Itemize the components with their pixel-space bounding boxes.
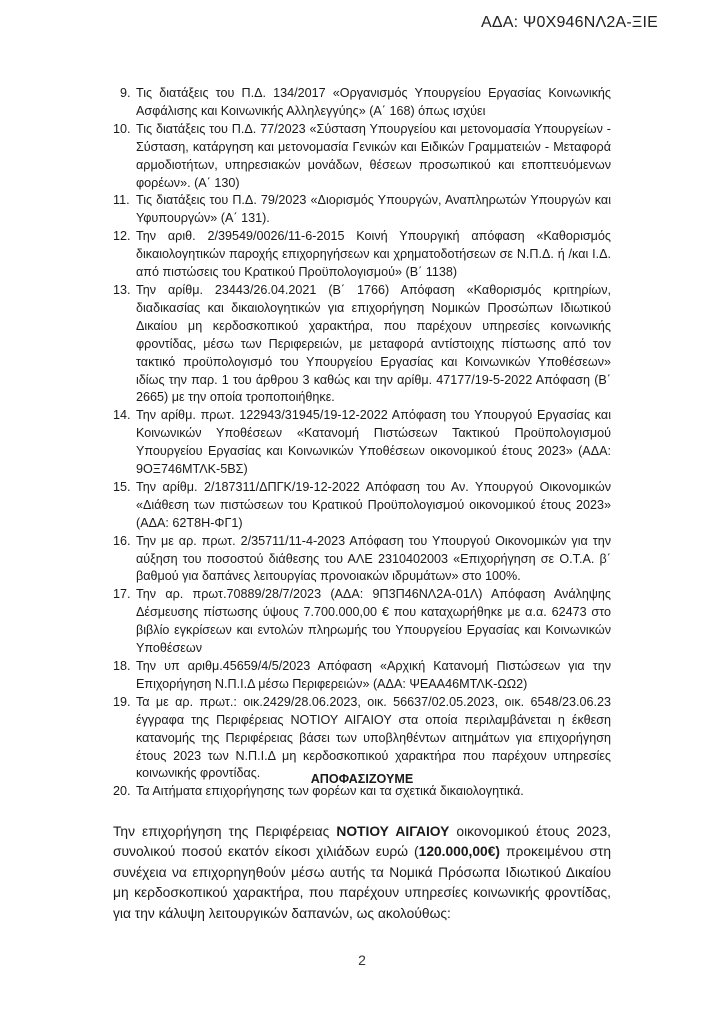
item-number: 9. xyxy=(120,86,131,100)
item-number: 20. xyxy=(113,784,131,799)
list-item xyxy=(113,658,611,694)
item-number: 18. xyxy=(113,659,131,673)
item-number: 15. xyxy=(113,479,131,494)
item-text: Την με αρ. πρωτ. 2/35711/11-4-2023 Απόφαση του Υπουργού Οικονομικών για την αύξηση του ποσοστού διάθεσης του ΑΛΕ 2310402003 «Επιχορήγηση σε Ο.Τ.Α. β΄ βαθμού για δαπάνες λειτουργίας προνοιακών ιδρυμάτων» στο 100%. xyxy=(136,533,611,584)
item-number: 11. xyxy=(113,193,130,208)
item-text: Τις διατάξεις του Π.Δ. 79/2023 «Διορισμός Υπουργών, Αναπληρωτών Υπουργών και Υφυπουργών» (Α΄ 131). xyxy=(136,193,611,226)
item-number: 14. xyxy=(113,408,131,423)
list-item xyxy=(113,783,611,801)
legal-basis-list-container xyxy=(113,85,611,801)
decision-text-1: Την επιχορήγηση της Περιφέρειας xyxy=(113,824,337,839)
list-item xyxy=(113,121,611,193)
item-number: 10. xyxy=(113,121,131,136)
item-text: Την υπ αριθμ.45659/4/5/2023 Απόφαση «Αρχική Κατανομή Πιστώσεων για την Επιχορήγηση Ν.Π.Ι.Δ μέσω Περιφερειών» (ΑΔΑ: ΨΕΑΑ46ΜΤΛΚ-ΩΩ2) xyxy=(136,659,611,691)
item-number: 17. xyxy=(113,587,131,602)
item-number: 13. xyxy=(113,282,131,297)
decision-text-2: οικονομικού έτους 2023, συνολικού ποσού εκατόν είκοσι χιλιάδων ευρώ ( xyxy=(113,824,611,860)
item-text: Τις διατάξεις του Π.Δ. 77/2023 «Σύσταση Υπουργείου και μετονομασία Υπουργείων - Σύσταση, κατάργηση και μετονομασία Γενικών και Ειδικών Γραμματειών - Μεταφορά αρμοδιοτήτων, υπηρεσιακών μονάδων, θέσεων προσωπικού και εποπτευόμενων φορέων». (Α΄ 130) xyxy=(136,121,611,190)
decision-heading: ΑΠΟΦΑΣΙΖΟΥΜΕ xyxy=(310,772,414,786)
list-item xyxy=(113,228,611,282)
item-number: 12. xyxy=(113,229,131,244)
list-item xyxy=(113,694,611,784)
item-text: Την αρίθμ. πρωτ. 122943/31945/19-12-2022 Απόφαση του Υπουργού Εργασίας και Κοινωνικών Υποθέσεων «Κατανομή Πιστώσεων Τακτικού Προϋπολογισμού Υπουργείου Εργασίας και Κοινωνικών Υποθέσεων οικονομικού έτους 2023» (ΑΔΑ: 9ΟΞ746ΜΤΛΚ-5ΒΣ) xyxy=(136,408,611,477)
region-name: ΝΟΤΙΟΥ ΑΙΓΑΙΟΥ xyxy=(336,824,450,839)
item-text: Τις διατάξεις του Π.Δ. 134/2017 «Οργανισμός Υπουργείου Εργασίας Κοινωνικής Ασφάλισης και Κοινωνικής Αλληλεγγύης» (Α΄ 168) όπως ισχύει xyxy=(136,86,611,118)
item-text: Τα Αιτήματα επιχορήγησης των φορέων και τα σχετικά δικαιολογητικά. xyxy=(136,784,524,799)
item-text: Τα με αρ. πρωτ.: οικ.2429/28.06.2023, οικ. 56637/02.05.2023, οικ. 6548/23.06.23 έγγραφα της Περιφέρειας ΝΟΤΙΟΥ ΑΙΓΑΙΟΥ στα οποία περιλαμβάνεται η έκθεση κατανομής της Περιφέρειας βάσει των υποβληθέντων αιτημάτων για επιχορήγηση έτους 2023 των Ν.Π.Ι.Δ μη κερδοσκοπικού χαρακτήρα που παρέχουν υπηρεσίες κοινωνικής φροντίδας. xyxy=(136,694,611,781)
list-item xyxy=(113,479,611,533)
item-text: Την αρίθμ. 23443/26.04.2021 (Β΄ 1766) Απόφαση «Καθορισμός κριτηρίων, διαδικασίας και δικαιολογητικών για επιχορήγηση Νομικών Προσώπων Ιδιωτικού Δικαίου μη κερδοσκοπικού χαρακτήρα, που παρέχουν υπηρεσίες κοινωνικής φροντίδας, μέσω των Περιφερειών, με μεταφορά αντίστοιχης πίστωσης από τον τακτικό προϋπολογισμό του Υπουργείου Εργασίας και Κοινωνικών Υποθέσεων» ιδίως την παρ. 1 του άρθρου 3 καθώς και την αρίθμ. 47177/19-5-2022 Απόφαση (Β΄ 2665) με την οποία τροποποιήθηκε. xyxy=(136,282,611,405)
decision-text-3: προκειμένου στη συνέχεια να επιχορηγηθούν μέσω αυτής τα Νομικά Πρόσωπα Ιδιωτικού Δικαίου μη κερδοσκοπικού χαρακτήρα, που παρέχουν υπηρεσίες κοινωνικής φροντίδας, για την κάλυψη λειτουργικών δαπανών, ως ακολούθως: xyxy=(113,844,611,921)
list-item xyxy=(113,85,611,121)
legal-basis-list xyxy=(113,85,611,801)
list-item xyxy=(113,192,611,228)
list-item xyxy=(113,407,611,479)
item-number: 19. xyxy=(113,694,131,709)
ada-code: ΑΔΑ: Ψ0Χ946ΝΛ2Α-ΞΙΕ xyxy=(480,14,658,31)
grant-amount: 120.000,00€) xyxy=(418,844,500,860)
decision-paragraph xyxy=(113,822,611,924)
item-text: Την αριθ. 2/39549/0026/11-6-2015 Κοινή Υπουργική απόφαση «Καθορισμός δικαιολογητικών παροχής επιχορηγήσεων και χρηματοδοτήσεων σε Ν.Π.Δ. ή /και Ι.Δ. από πιστώσεις του Κρατικού Προϋπολογισμού» (Β΄ 1138) xyxy=(136,229,611,280)
list-item xyxy=(113,533,611,587)
item-text: Την αρίθμ. 2/187311/ΔΠΓΚ/19-12-2022 Απόφαση του Αν. Υπουργού Οικονομικών «Διάθεση των πιστώσεων του Κρατικού Προϋπολογισμού οικονομικού έτους 2023» (ΑΔΑ: 62Τ8Η-ΦΓ1) xyxy=(136,479,611,530)
item-number: 16. xyxy=(113,533,131,548)
list-item xyxy=(113,586,611,658)
page-number: 2 xyxy=(358,952,366,968)
item-text: Την αρ. πρωτ.70889/28/7/2023 (ΑΔΑ: 9Π3Π46ΝΛ2Α-01Λ) Απόφαση Ανάληψης Δέσμευσης πίστωσης ύψους 7.700.000,00 € που καταχωρήθηκε με α.α. 62473 στο βιβλίο εγκρίσεων και εντολών πληρωμής του Υπουργείου Εργασίας και Κοινωνικών Υποθέσεων xyxy=(136,587,611,656)
list-item xyxy=(113,282,611,407)
